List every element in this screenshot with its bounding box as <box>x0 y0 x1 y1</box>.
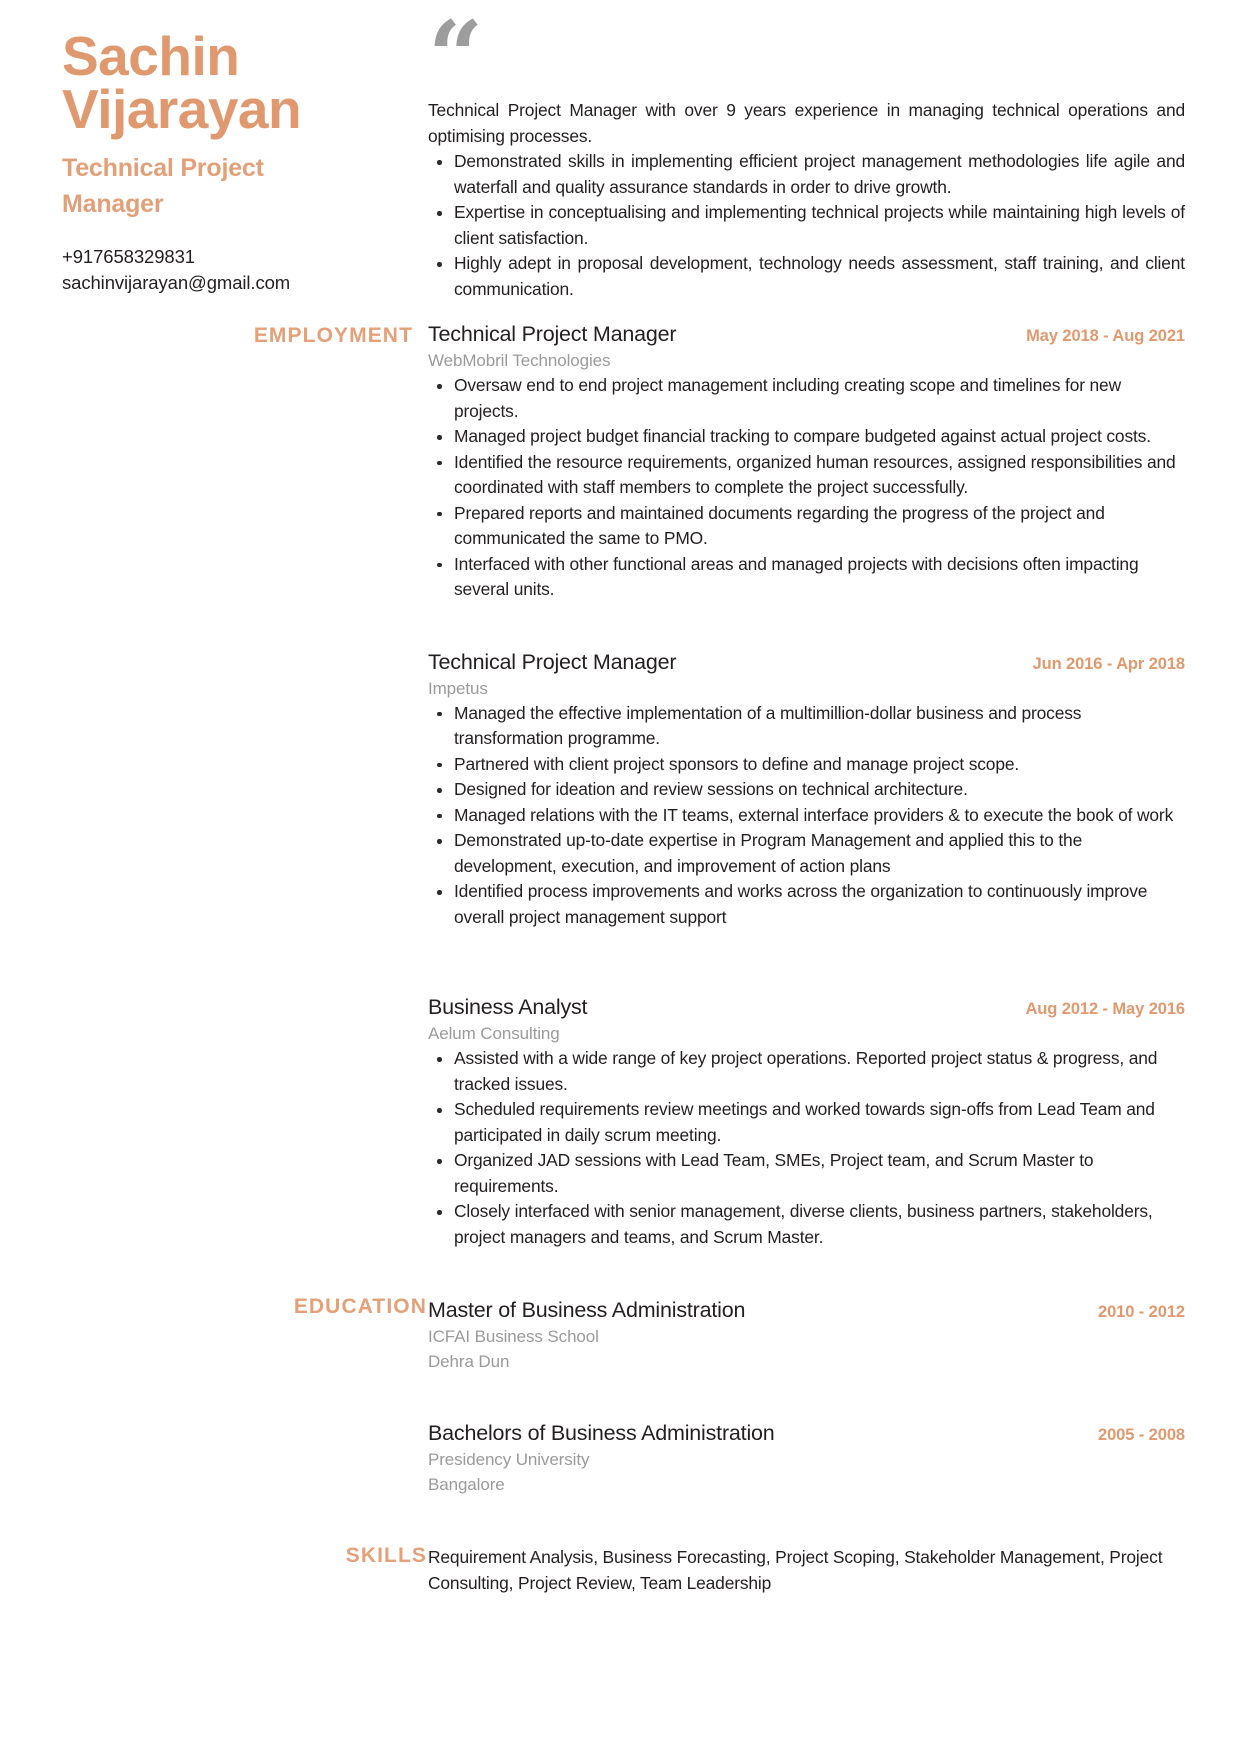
school-location: Bangalore <box>428 1475 505 1494</box>
company-name: Aelum Consulting <box>428 1024 560 1043</box>
entry-header <box>428 992 1185 1022</box>
list-item: Managed project budget financial tracking to compare budgeted against actual project costs. <box>428 424 1185 450</box>
list-item: Partnered with client project sponsors to define and manage project scope. <box>428 752 1185 778</box>
entry-header <box>428 319 1185 349</box>
education-entry <box>428 1418 1185 1497</box>
company-name: Impetus <box>428 678 488 698</box>
employment-entry <box>428 319 1185 603</box>
phone-number[interactable]: +917658329831 <box>62 246 195 267</box>
headline-line-2: Manager <box>62 190 164 218</box>
contact-block <box>62 244 414 296</box>
job-bullet-list <box>428 1046 1185 1250</box>
list-item: Identified the resource requirements, organized human resources, assigned responsibilities and coordinated with staff members to complete the project successfully. <box>428 450 1185 501</box>
skills-section <box>345 1544 1185 1596</box>
list-item: Managed the effective implementation of a multimillion-dollar business and process transformation programme. <box>428 701 1185 752</box>
employment-entry <box>428 647 1185 931</box>
email-address[interactable]: sachinvijarayan@gmail.com <box>62 272 291 293</box>
list-item: Designed for ideation and review sessions on technical architecture. <box>428 777 1185 803</box>
education-date-range: 2005 - 2008 <box>1098 1426 1185 1444</box>
name-block <box>62 25 414 140</box>
school-name: ICFAI Business School <box>428 1327 599 1346</box>
last-name: Vijarayan <box>62 78 302 140</box>
school-location: Dehra Dun <box>428 1352 510 1371</box>
school-name: Presidency University <box>428 1450 590 1469</box>
job-bullet-list <box>428 373 1185 603</box>
list-item: Interfaced with other functional areas and managed projects with decisions often impacting several units. <box>428 552 1185 603</box>
company-name: WebMobril Technologies <box>428 351 611 370</box>
employment-entry <box>428 992 1185 1250</box>
section-label-employment: EMPLOYMENT <box>253 324 413 347</box>
list-item: Closely interfaced with senior management, diverse clients, business partners, stakeholders, project managers and teams, and Scrum Master. <box>428 1199 1185 1250</box>
list-item: Organized JAD sessions with Lead Team, SMEs, Project team, and Scrum Master to requirements. <box>428 1148 1185 1199</box>
degree-title: Bachelors of Business Administration <box>428 1421 775 1445</box>
list-item: Demonstrated skills in implementing efficient project management methodologies life agile and waterfall and quality assurance standards in order to drive growth. <box>428 149 1185 200</box>
section-label-skills: SKILLS <box>345 1544 427 1567</box>
entry-header <box>428 1418 1185 1448</box>
entry-header <box>428 1295 1185 1325</box>
list-item: Demonstrated up-to-date expertise in Program Management and applied this to the development, execution, and improvement of action plans <box>428 828 1185 879</box>
summary-intro: Technical Project Manager with over 9 years experience in managing technical operations and optimising processes. <box>428 100 1185 146</box>
list-item: Assisted with a wide range of key project operations. Reported project status & progress, and tracked issues. <box>428 1046 1185 1097</box>
skills-list: Requirement Analysis, Business Forecasting, Project Scoping, Stakeholder Management, Project Consulting, Project Review, Team Leadership <box>428 1547 1163 1593</box>
job-title: Technical Project Manager <box>428 322 677 346</box>
summary-bullet-list <box>428 149 1185 302</box>
list-item: Scheduled requirements review meetings and worked towards sign-offs from Lead Team and participated in daily scrum meeting. <box>428 1097 1185 1148</box>
sidebar <box>62 25 424 1755</box>
list-item: Prepared reports and maintained documents regarding the progress of the project and communicated the same to PMO. <box>428 501 1185 552</box>
first-name: Sachin <box>62 25 240 87</box>
degree-title: Master of Business Administration <box>428 1298 746 1322</box>
quote-icon: “ <box>428 0 486 113</box>
education-date-range: 2010 - 2012 <box>1098 1303 1185 1321</box>
job-date-range: Jun 2016 - Apr 2018 <box>1032 654 1185 673</box>
list-item: Identified process improvements and works across the organization to continuously improve overall project management support <box>428 879 1185 930</box>
job-bullet-list <box>428 701 1185 931</box>
section-label-education: EDUCATION <box>293 1295 427 1318</box>
list-item: Oversaw end to end project management including creating scope and timelines for new projects. <box>428 373 1185 424</box>
list-item: Managed relations with the IT teams, external interface providers & to execute the book of work <box>428 803 1185 829</box>
list-item: Highly adept in proposal development, technology needs assessment, staff training, and client communication. <box>428 251 1185 302</box>
job-date-range: May 2018 - Aug 2021 <box>1026 327 1185 345</box>
job-title: Business Analyst <box>428 995 588 1019</box>
list-item: Expertise in conceptualising and implementing technical projects while maintaining high levels of client satisfaction. <box>428 200 1185 251</box>
headline <box>62 150 414 222</box>
headline-line-1: Technical Project <box>62 154 264 182</box>
job-title: Technical Project Manager <box>428 649 677 674</box>
entry-header <box>428 647 1185 677</box>
education-entry <box>293 1295 1185 1374</box>
job-date-range: Aug 2012 - May 2016 <box>1025 1000 1185 1018</box>
